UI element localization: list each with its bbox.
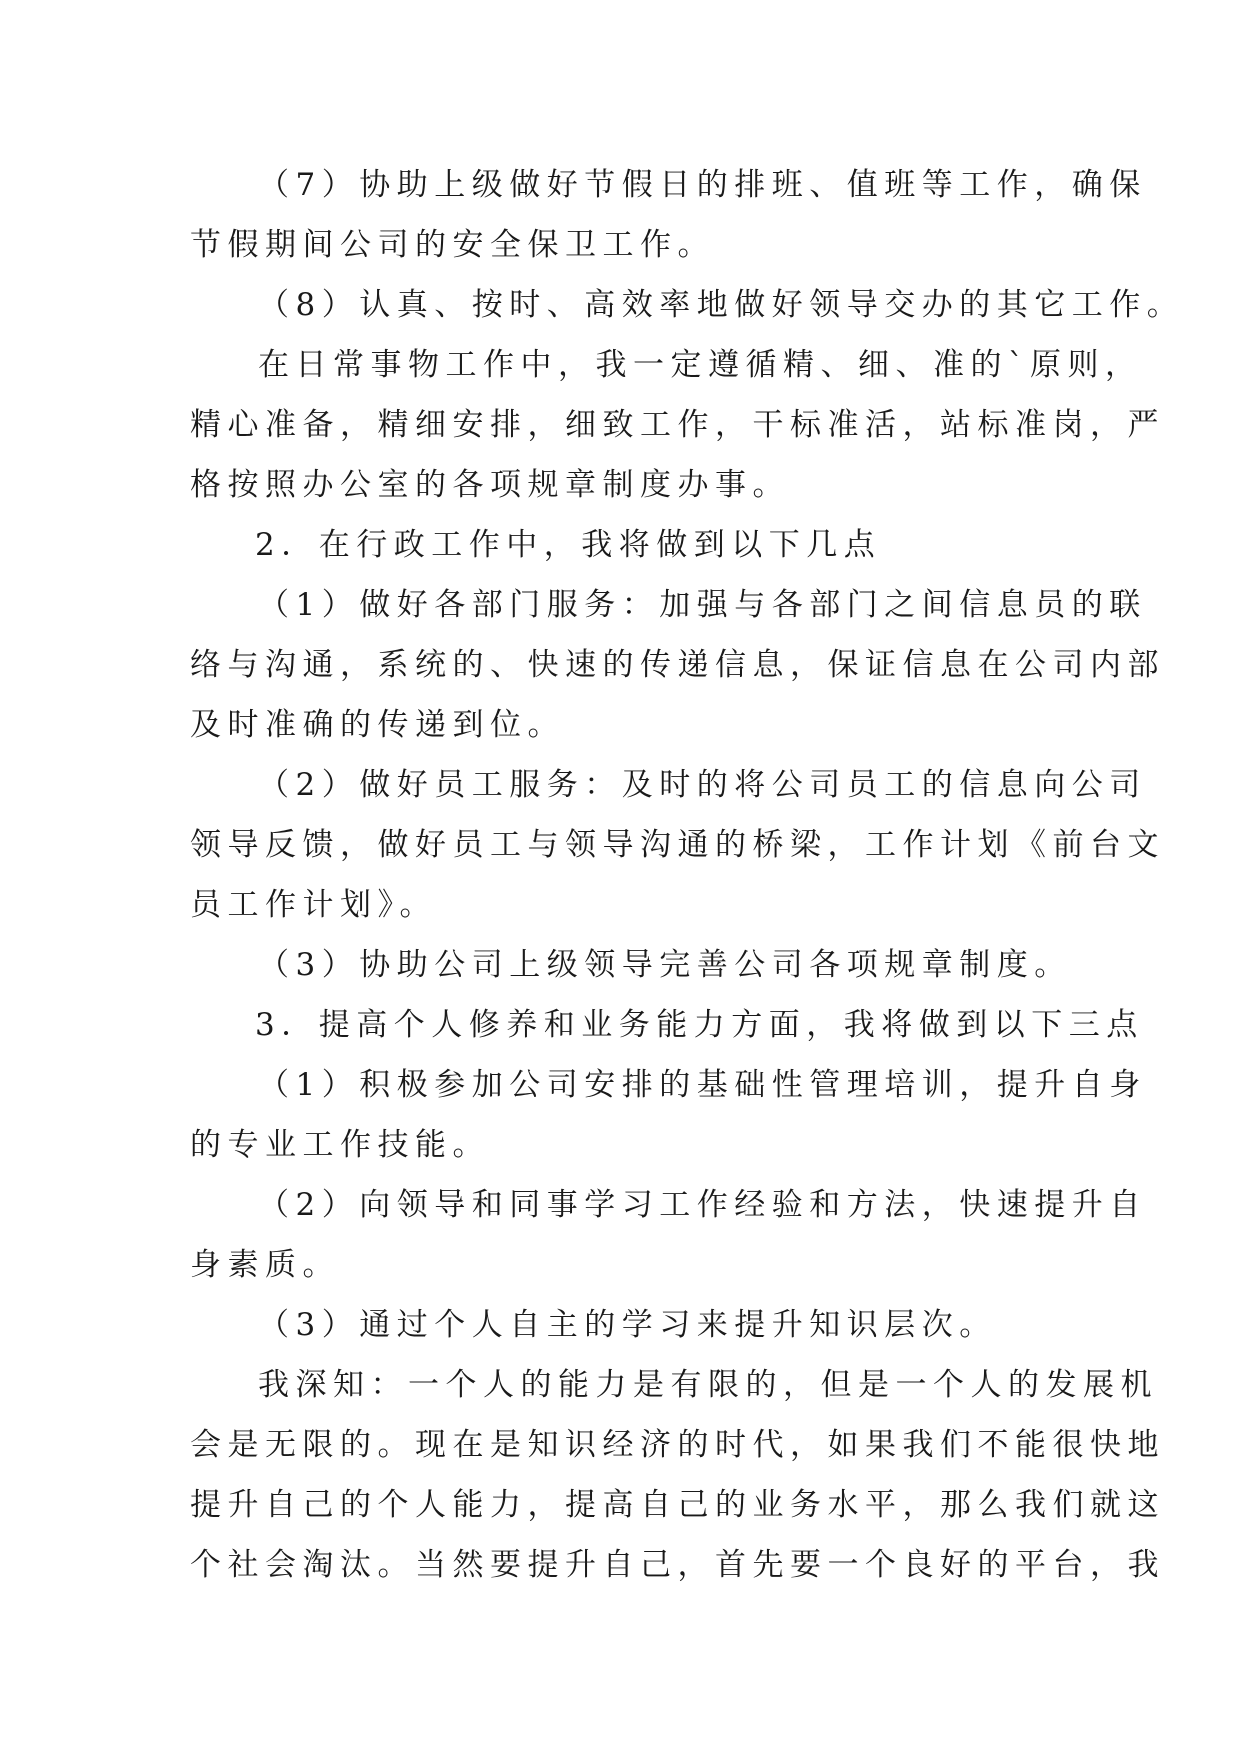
text-line: 及时准确的传递到位。	[190, 707, 565, 743]
text-line: （8）认真、按时、高效率地做好领导交办的其它工作。	[258, 287, 1185, 323]
text-line: （7）协助上级做好节假日的排班、值班等工作，确保	[258, 167, 1147, 203]
section-heading: 2．在行政工作中，我将做到以下几点	[255, 527, 882, 563]
text-line: 络与沟通，系统的、快速的传递信息，保证信息在公司内部	[190, 647, 1165, 683]
text-line: 格按照办公室的各项规章制度办事。	[190, 467, 790, 503]
text-line: （1）做好各部门服务：加强与各部门之间信息员的联	[258, 587, 1147, 623]
text-line: 个社会淘汰。当然要提升自己，首先要一个良好的平台，我	[190, 1547, 1165, 1583]
text-line: （3）通过个人自主的学习来提升知识层次。	[258, 1307, 997, 1343]
section-heading: 3．提高个人修养和业务能力方面，我将做到以下三点	[255, 1007, 1144, 1043]
text-line: 员工作计划》。	[190, 887, 437, 923]
text-line: 节假期间公司的安全保卫工作。	[190, 227, 715, 263]
text-line: 精心准备，精细安排，细致工作，干标准活，站标准岗，严	[190, 407, 1165, 443]
text-line: 在日常事物工作中，我一定遵循精、细、准的`原则，	[258, 347, 1143, 383]
text-line: 我深知：一个人的能力是有限的，但是一个人的发展机	[258, 1367, 1158, 1403]
text-line: 身素质。	[190, 1247, 340, 1283]
text-line: （3）协助公司上级领导完善公司各项规章制度。	[258, 947, 1072, 983]
text-line: 会是无限的。现在是知识经济的时代，如果我们不能很快地	[190, 1427, 1165, 1463]
text-line: （1）积极参加公司安排的基础性管理培训，提升自身	[258, 1067, 1147, 1103]
text-line: 的专业工作技能。	[190, 1127, 490, 1163]
text-line: （2）做好员工服务：及时的将公司员工的信息向公司	[258, 767, 1147, 803]
text-line: 提升自己的个人能力，提高自己的业务水平，那么我们就这	[190, 1487, 1165, 1523]
text-line: 领导反馈，做好员工与领导沟通的桥梁，工作计划《前台文	[190, 827, 1165, 863]
text-line: （2）向领导和同事学习工作经验和方法，快速提升自	[258, 1187, 1147, 1223]
